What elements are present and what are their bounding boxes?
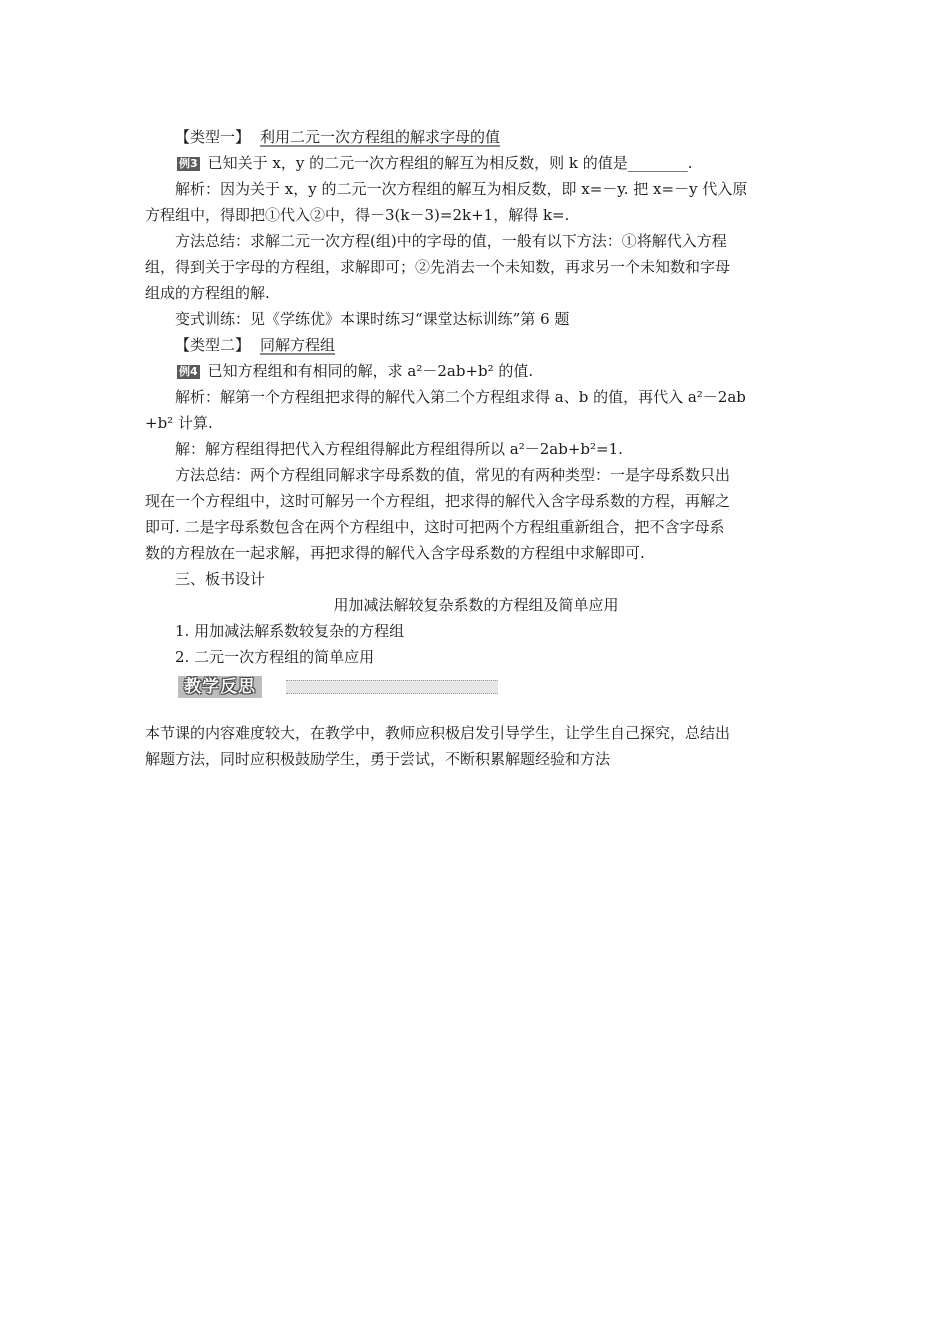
example4-text: 已知方程组和有相同的解，求 a²－2ab+b² 的值.	[207, 362, 534, 380]
example3-badge: 例3	[179, 157, 198, 170]
reflection-heading	[178, 674, 807, 700]
example3-text: 已知关于 x，y 的二元一次方程组的解互为相反数，则 k 的值是________.	[207, 154, 693, 172]
board-title: 用加减法解较复杂系数的方程组及简单应用	[333, 596, 619, 614]
reflection-line1: 本节课的内容难度较大，在教学中，教师应积极启发引导学生，让学生自己探究，总结出	[145, 724, 731, 742]
summary4-line3: 即可. 二是字母系数包含在两个方程组中，这时可把两个方程组重新组合，把不含字母系	[145, 518, 725, 536]
analysis4-line1: 解析：解第一个方程组把求得的解代入第二个方程组求得 a、b 的值，再代入 a²－2ab	[175, 388, 746, 406]
type2-title: 同解方程组	[260, 336, 336, 354]
solution4: 解：解方程组得把代入方程组得解此方程组得所以 a²－2ab+b²=1.	[175, 440, 623, 458]
summary3-line1: 方法总结：求解二元一次方程(组)中的字母的值，一般有以下方法：①将解代入方程	[175, 232, 727, 250]
summary4-line4: 数的方程放在一起求解，再把求得的解代入含字母系数的方程组中求解即可.	[145, 544, 645, 562]
summary4-line2: 现在一个方程组中，这时可解另一个方程组，把求得的解代入含字母系数的方程，再解之	[145, 492, 731, 510]
variant-training: 变式训练：见《学练优》本课时练习“课堂达标训练”第 6 题	[175, 310, 570, 328]
example4	[145, 358, 807, 384]
reflection-heading-label: 教学反思	[178, 676, 262, 698]
summary3-line2: 组，得到关于字母的方程组，求解即可；②先消去一个未知数，再求另一个未知数和字母	[145, 258, 731, 276]
board-heading: 三、板书设计	[175, 570, 266, 588]
summary4-line1: 方法总结：两个方程组同解求字母系数的值，常见的有两种类型：一是字母系数只出	[175, 466, 731, 484]
type1-label: 【类型一】	[175, 128, 251, 146]
example3	[145, 150, 807, 176]
type1-title: 利用二元一次方程组的解求字母的值	[260, 128, 501, 146]
type1-heading	[145, 124, 807, 150]
document-body	[145, 124, 807, 772]
analysis3-line2: 方程组中，得即把①代入②中，得－3(k－3)=2k+1，解得 k=.	[145, 206, 570, 224]
reflection-line2: 解题方法，同时应积极鼓励学生，勇于尝试，不断积累解题经验和方法	[145, 750, 611, 768]
board-item-1: 1. 用加减法解系数较复杂的方程组	[175, 622, 405, 640]
board-item-2: 2. 二元一次方程组的简单应用	[175, 648, 375, 666]
analysis3-line1: 解析：因为关于 x，y 的二元一次方程组的解互为相反数，即 x=－y. 把 x=－y 代入原	[175, 180, 748, 198]
analysis4-line2: +b² 计算.	[145, 414, 213, 432]
summary3-line3: 组成的方程组的解.	[145, 284, 270, 302]
reflection-heading-dots	[286, 680, 498, 694]
type2-label: 【类型二】	[175, 336, 251, 354]
example4-badge: 例4	[179, 365, 198, 378]
type2-heading	[145, 332, 807, 358]
